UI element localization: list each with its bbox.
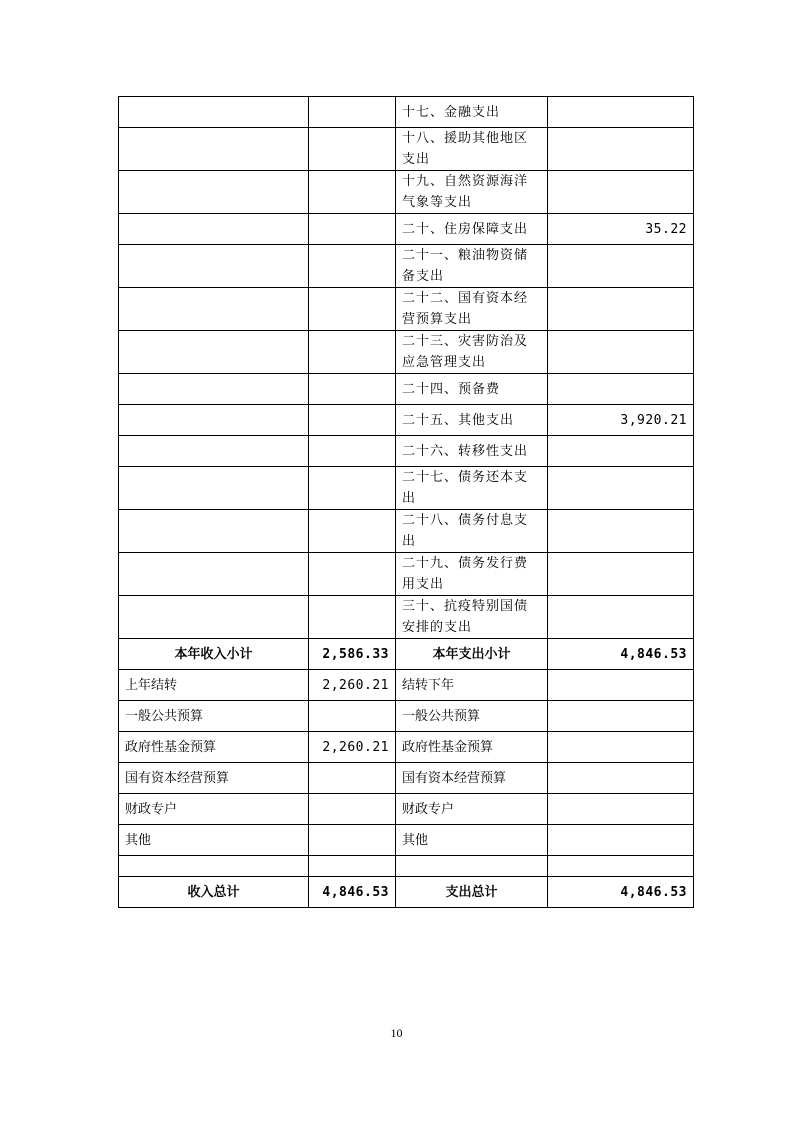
- income-value-cell: [309, 436, 396, 467]
- expense-item-cell: 十九、自然资源海洋气象等支出: [396, 171, 548, 214]
- expense-total-label: 支出总计: [396, 877, 548, 908]
- expense-value-cell: [548, 331, 694, 374]
- expense-item-cell: 三十、抗疫特别国债安排的支出: [396, 596, 548, 639]
- income-breakdown-value: 2,260.21: [309, 732, 396, 763]
- income-total-label: 收入总计: [119, 877, 309, 908]
- empty-row: [119, 856, 694, 877]
- carryover-row: [119, 670, 694, 701]
- expense-item-cell: 二十八、债务付息支出: [396, 510, 548, 553]
- income-breakdown-value: [309, 701, 396, 732]
- empty-cell: [396, 856, 548, 877]
- income-value-cell: [309, 331, 396, 374]
- expense-breakdown-label: 其他: [396, 825, 548, 856]
- income-value-cell: [309, 405, 396, 436]
- expense-subtotal-value: 4,846.53: [548, 639, 694, 670]
- expense-breakdown-label: 一般公共预算: [396, 701, 548, 732]
- expense-item-cell: 二十三、灾害防治及应急管理支出: [396, 331, 548, 374]
- expense-breakdown-value: [548, 701, 694, 732]
- expense-value-cell: [548, 510, 694, 553]
- income-item-cell: [119, 245, 309, 288]
- breakdown-row: [119, 763, 694, 794]
- expense-item-cell: 二十一、粮油物资储备支出: [396, 245, 548, 288]
- income-item-cell: [119, 436, 309, 467]
- expense-value-cell: [548, 128, 694, 171]
- income-carryover-value: 2,260.21: [309, 670, 396, 701]
- empty-cell: [309, 856, 396, 877]
- table-row: [119, 171, 694, 214]
- income-item-cell: [119, 467, 309, 510]
- table-row: [119, 128, 694, 171]
- income-value-cell: [309, 467, 396, 510]
- budget-table: [118, 96, 694, 908]
- expense-item-cell: 十七、金融支出: [396, 97, 548, 128]
- table-row: [119, 405, 694, 436]
- expense-value-cell: [548, 436, 694, 467]
- expense-item-cell: 十八、援助其他地区支出: [396, 128, 548, 171]
- income-item-cell: [119, 97, 309, 128]
- table-row: [119, 245, 694, 288]
- income-value-cell: [309, 510, 396, 553]
- table-row: [119, 553, 694, 596]
- income-breakdown-label: 政府性基金预算: [119, 732, 309, 763]
- expense-breakdown-value: [548, 732, 694, 763]
- expense-breakdown-value: [548, 794, 694, 825]
- expense-value-cell: [548, 97, 694, 128]
- table-row: [119, 374, 694, 405]
- income-value-cell: [309, 214, 396, 245]
- expense-value-cell: [548, 245, 694, 288]
- expense-breakdown-label: 政府性基金预算: [396, 732, 548, 763]
- income-value-cell: [309, 97, 396, 128]
- expense-value-cell: [548, 553, 694, 596]
- income-breakdown-label: 国有资本经营预算: [119, 763, 309, 794]
- income-item-cell: [119, 128, 309, 171]
- income-item-cell: [119, 288, 309, 331]
- expense-item-cell: 二十四、预备费: [396, 374, 548, 405]
- income-value-cell: [309, 374, 396, 405]
- table-row: [119, 214, 694, 245]
- expense-item-cell: 二十九、债务发行费用支出: [396, 553, 548, 596]
- breakdown-row: [119, 794, 694, 825]
- income-item-cell: [119, 171, 309, 214]
- income-value-cell: [309, 596, 396, 639]
- income-item-cell: [119, 553, 309, 596]
- expense-carryover-label: 结转下年: [396, 670, 548, 701]
- expense-item-cell: 二十七、债务还本支出: [396, 467, 548, 510]
- subtotal-row: [119, 639, 694, 670]
- expense-value-cell: 35.22: [548, 214, 694, 245]
- expense-value-cell: [548, 374, 694, 405]
- income-breakdown-value: [309, 794, 396, 825]
- table-row: [119, 331, 694, 374]
- expense-subtotal-label: 本年支出小计: [396, 639, 548, 670]
- table-row: [119, 467, 694, 510]
- expense-item-cell: 二十六、转移性支出: [396, 436, 548, 467]
- table-row: [119, 288, 694, 331]
- income-breakdown-label: 一般公共预算: [119, 701, 309, 732]
- grand-total-row: [119, 877, 694, 908]
- table-row: [119, 436, 694, 467]
- income-item-cell: [119, 331, 309, 374]
- expense-value-cell: [548, 288, 694, 331]
- income-breakdown-label: 其他: [119, 825, 309, 856]
- income-value-cell: [309, 245, 396, 288]
- income-breakdown-value: [309, 763, 396, 794]
- income-value-cell: [309, 553, 396, 596]
- income-breakdown-value: [309, 825, 396, 856]
- income-subtotal-value: 2,586.33: [309, 639, 396, 670]
- table-row: [119, 596, 694, 639]
- income-breakdown-label: 财政专户: [119, 794, 309, 825]
- expense-breakdown-label: 国有资本经营预算: [396, 763, 548, 794]
- income-item-cell: [119, 510, 309, 553]
- expense-value-cell: [548, 467, 694, 510]
- table-row: [119, 97, 694, 128]
- empty-cell: [119, 856, 309, 877]
- expense-value-cell: [548, 596, 694, 639]
- empty-cell: [548, 856, 694, 877]
- income-item-cell: [119, 596, 309, 639]
- expense-value-cell: [548, 171, 694, 214]
- table-row: [119, 510, 694, 553]
- expense-value-cell: 3,920.21: [548, 405, 694, 436]
- income-item-cell: [119, 405, 309, 436]
- expense-item-cell: 二十、住房保障支出: [396, 214, 548, 245]
- page-number: 10: [390, 1026, 403, 1040]
- expense-breakdown-value: [548, 763, 694, 794]
- income-total-value: 4,846.53: [309, 877, 396, 908]
- income-subtotal-label: 本年收入小计: [119, 639, 309, 670]
- expense-item-cell: 二十二、国有资本经营预算支出: [396, 288, 548, 331]
- income-value-cell: [309, 288, 396, 331]
- breakdown-row: [119, 701, 694, 732]
- income-value-cell: [309, 171, 396, 214]
- income-carryover-label: 上年结转: [119, 670, 309, 701]
- expense-item-cell: 二十五、其他支出: [396, 405, 548, 436]
- expense-carryover-value: [548, 670, 694, 701]
- expense-breakdown-value: [548, 825, 694, 856]
- breakdown-row: [119, 732, 694, 763]
- income-item-cell: [119, 214, 309, 245]
- breakdown-row: [119, 825, 694, 856]
- income-item-cell: [119, 374, 309, 405]
- expense-breakdown-label: 财政专户: [396, 794, 548, 825]
- expense-total-value: 4,846.53: [548, 877, 694, 908]
- income-value-cell: [309, 128, 396, 171]
